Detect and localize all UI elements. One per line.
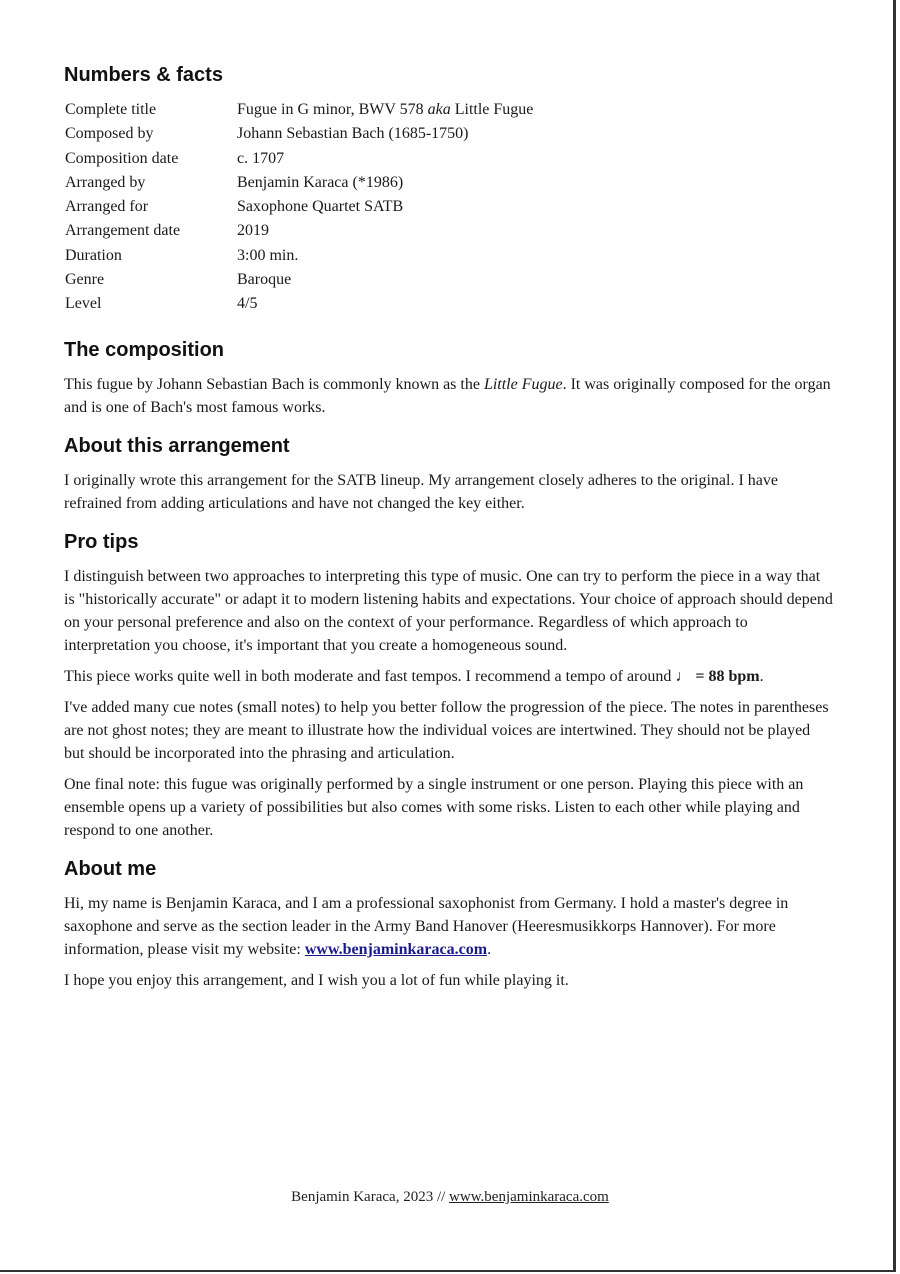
tips-section (64, 527, 834, 842)
website-link[interactable]: www.benjaminkaraca.com (304, 940, 488, 958)
fact-value: Fugue in G minor, BWV 578 aka Little Fugue (237, 101, 534, 118)
tips-paragraph-4: One final note: this fugue was originally performed by a single instrument or one person. Playing this piece with an ensemble opens up a variety of possibilities but also comes with some risks. Listen to each other while playing and respond to one another. (64, 775, 804, 839)
table-row (65, 147, 533, 171)
fact-label: Arrangement date (65, 222, 181, 240)
facts-table (65, 98, 533, 317)
fact-label: Composition date (65, 149, 179, 167)
arrangement-paragraph: I originally wrote this arrangement for the SATB lineup. My arrangement closely adheres to the original. I have refrained from adding articulations and have not changed the key either. (64, 471, 779, 512)
fact-label: Composed by (65, 125, 154, 143)
fact-value: Saxophone Quartet SATB (237, 198, 404, 216)
arrangement-section (64, 431, 834, 515)
tips-paragraph-3: I've added many cue notes (small notes) to help you better follow the progression of the piece. The notes in parentheses are not ghost notes; they are meant to illustrate how the individual voices are intertwined. They should not be played but should be incorporated into the phrasing and articulation. (64, 698, 829, 762)
composition-section (64, 335, 834, 419)
fact-label: Arranged by (65, 173, 146, 191)
fact-label: Level (65, 295, 102, 313)
tips-heading: Pro tips (64, 530, 139, 553)
about-me-paragraph-1: Hi, my name is Benjamin Karaca, and I am a professional saxophonist from Germany. I hold a master's degree in saxophone and serve as the section leader in the Army Band Hanover (Heeresmusikkorps Hannover). For more information, please visit my website: www.benjaminkaraca.com. (64, 894, 789, 958)
tips-paragraph-2: This piece works quite well in both moderate and fast tempos. I recommend a tempo of around ♩ = 88 bpm. (64, 667, 764, 685)
composition-paragraph: This fugue by Johann Sebastian Bach is commonly known as the Little Fugue. It was originally composed for the organ and is one of Bach's most famous works. (64, 375, 831, 416)
fact-value: Johann Sebastian Bach (1685-1750) (237, 125, 469, 143)
fact-value: Baroque (237, 271, 292, 289)
table-row (65, 292, 533, 316)
facts-heading: Numbers & facts (64, 64, 223, 86)
fact-label: Genre (65, 271, 105, 289)
about-me-heading: About me (64, 857, 157, 880)
arrangement-heading: About this arrangement (64, 434, 290, 457)
table-row (65, 171, 533, 195)
table-row (65, 219, 533, 243)
about-me-section (64, 854, 834, 992)
footer-website-link[interactable]: www.benjaminkaraca.com (449, 1189, 609, 1205)
fact-value: 2019 (237, 222, 269, 240)
fact-value: 3:00 min. (237, 246, 299, 264)
fact-value: c. 1707 (237, 149, 285, 167)
footer-text: Benjamin Karaca, 2023 // (291, 1189, 450, 1205)
document-body (64, 60, 834, 1004)
composition-heading: The composition (64, 338, 224, 361)
about-me-paragraph-2: I hope you enjoy this arrangement, and I wish you a lot of fun while playing it. (64, 971, 569, 989)
table-row (65, 268, 533, 292)
fact-label: Arranged for (65, 198, 149, 216)
table-row (65, 244, 533, 268)
table-row (65, 195, 533, 219)
tempo-marking: ♩ = 88 bpm (675, 667, 760, 685)
fact-value: 4/5 (237, 295, 258, 313)
fact-value: Benjamin Karaca (*1986) (237, 173, 404, 191)
table-row (65, 98, 533, 122)
page-footer (0, 1186, 900, 1208)
fact-label: Duration (65, 246, 122, 264)
fact-label: Complete title (65, 101, 157, 118)
table-row (65, 122, 533, 146)
tips-paragraph-1: I distinguish between two approaches to interpreting this type of music. One can try to perform the piece in a way that is "historically accurate" or adapt it to modern listening habits and expectations. Your choice of approach should depend on your personal preference and also on the context of your performance. Regardless of which approach to interpretation you choose, it's important that you create a homogeneous sound. (64, 567, 833, 654)
